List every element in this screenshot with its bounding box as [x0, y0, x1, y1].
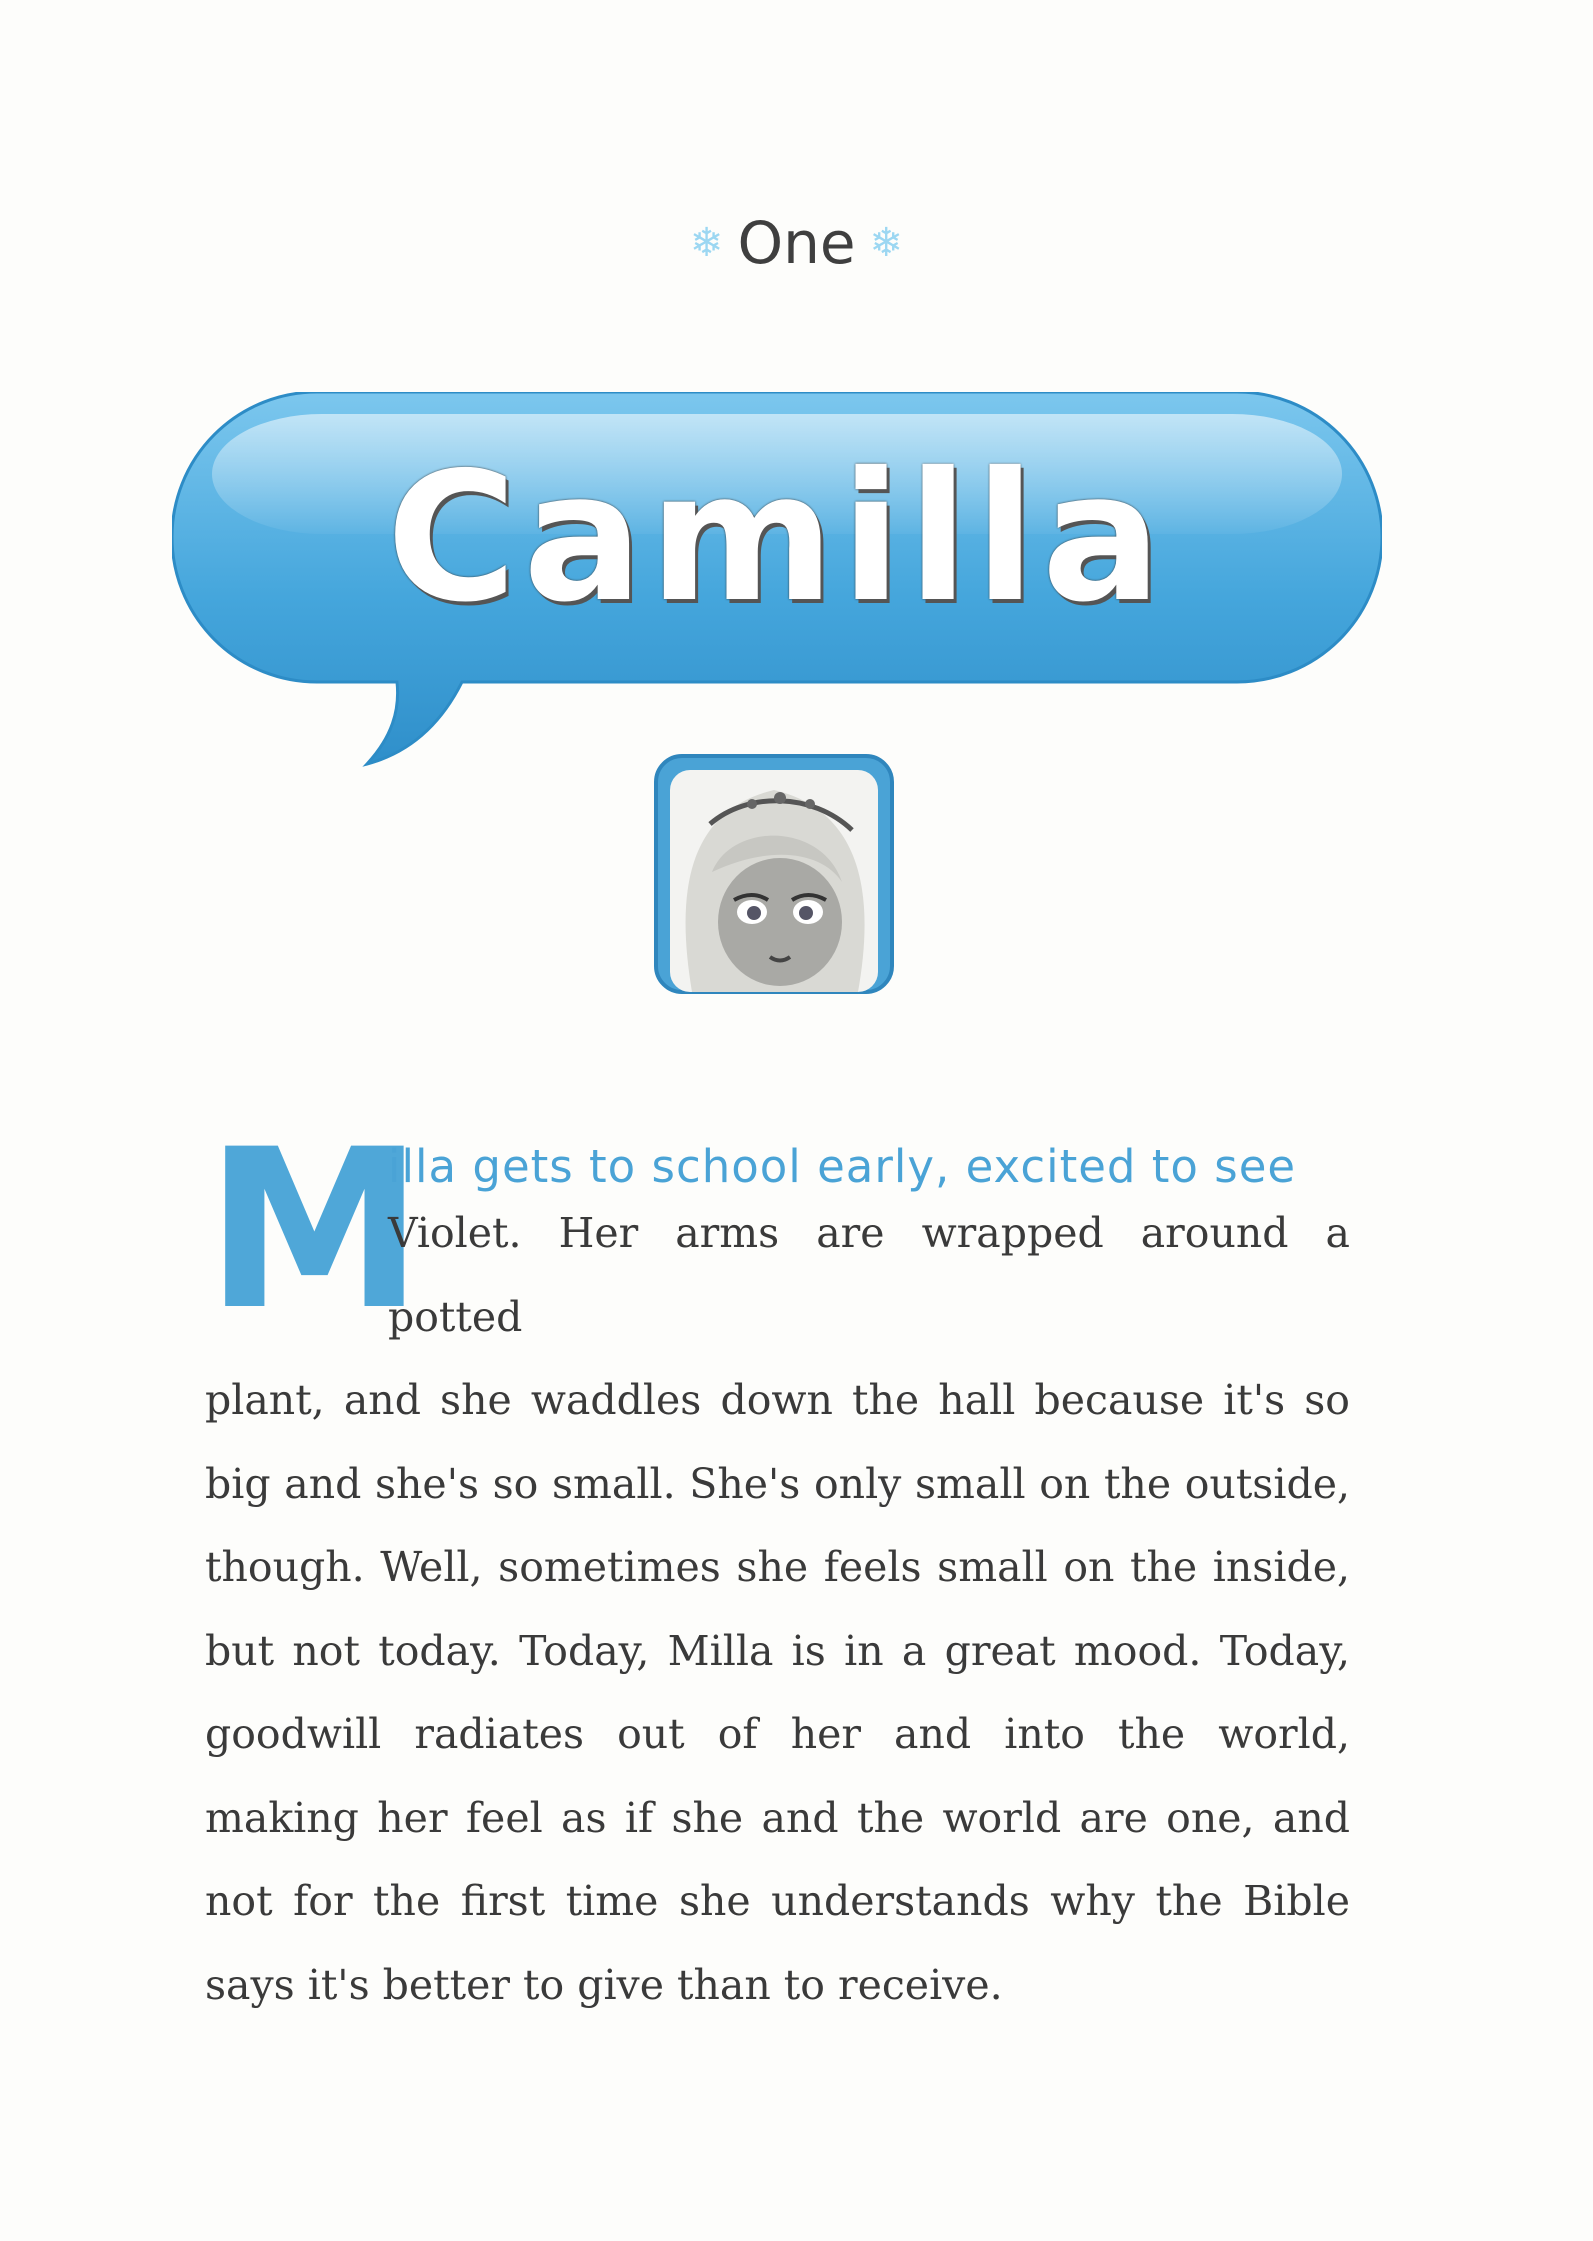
title-speech-bubble	[172, 392, 1382, 792]
drop-cap: M	[205, 1102, 424, 1358]
chapter-number: One	[737, 208, 856, 277]
chapter-heading	[0, 205, 1593, 277]
chapter-title: Camilla	[386, 433, 1168, 641]
lead-in-text: illa gets to school early, excited to see	[388, 1140, 1297, 1193]
paragraph-first-line: Violet. Her arms are wrapped around a potted	[388, 1209, 1350, 1341]
girl-portrait-icon	[652, 752, 896, 996]
paragraph-text: plant, and she waddles down the hall because it's so big and she's so small. She's only small on the outside, though. Well, sometimes she feels small on the inside, but not today. Today, Milla is in a great mood. Today, goodwill radiates out of her and into the world, making her feel as if she and the world are one, and not for the first time she understands why the Bible says it's better to give than to receive.	[205, 1376, 1350, 2009]
snowflake-icon: ❄	[869, 219, 904, 266]
snowflake-icon: ❄	[689, 219, 724, 266]
body-paragraph	[205, 1192, 1350, 2027]
